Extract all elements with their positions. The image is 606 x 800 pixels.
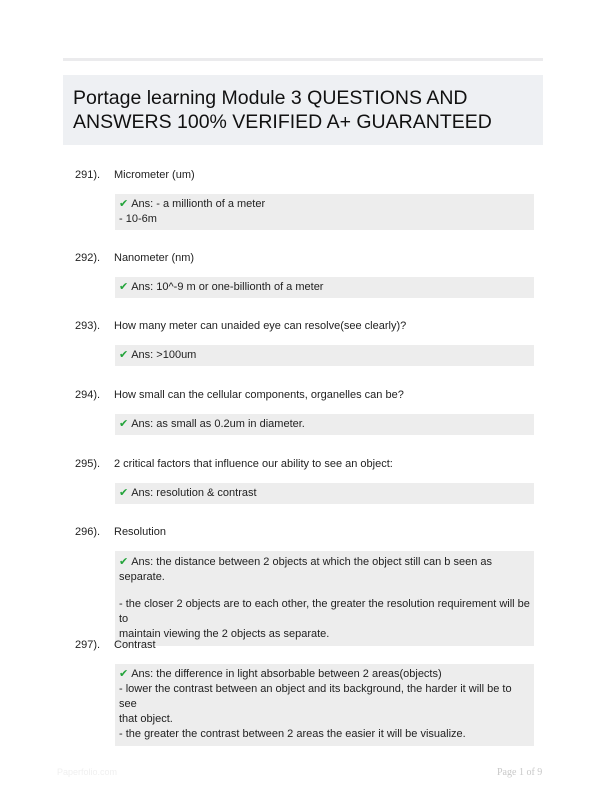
answer-line: Ans: the difference in light absorbable between 2 areas(objects) xyxy=(131,668,442,680)
question-text: 2 critical factors that influence our ability to see an object: xyxy=(114,458,393,470)
answer-box xyxy=(115,664,534,746)
page-indicator: Page 1 of 9 xyxy=(497,767,543,778)
question-number: 291). xyxy=(75,169,101,181)
question-number: 296). xyxy=(75,526,101,538)
question-text: Contrast xyxy=(114,639,156,651)
answer-line: - the greater the contrast between 2 areas the easier it will be visualize. xyxy=(119,728,466,740)
answer-line: - 10-6m xyxy=(119,213,157,225)
question-number: 297). xyxy=(75,639,101,651)
question-text: Nanometer (nm) xyxy=(114,252,195,264)
check-icon: ✔ xyxy=(119,349,129,361)
question-number: 293). xyxy=(75,320,101,332)
check-icon: ✔ xyxy=(119,198,129,210)
question-text: Resolution xyxy=(114,526,166,538)
answer-line: Ans: 10^-9 m or one-billionth of a meter xyxy=(131,281,324,293)
answer-line: - the closer 2 objects are to each other, the greater the resolution requirement will be to xyxy=(119,598,533,625)
answer-line: Ans: >100um xyxy=(131,349,197,361)
answer-line: Ans: resolution & contrast xyxy=(131,487,257,499)
question-number: 294). xyxy=(75,389,101,401)
question-text: How small can the cellular components, organelles can be? xyxy=(114,389,404,401)
question-number: 292). xyxy=(75,252,101,264)
answer-line: Ans: as small as 0.2um in diameter. xyxy=(131,418,305,430)
question-text: Micrometer (um) xyxy=(114,169,195,181)
check-icon: ✔ xyxy=(119,487,129,499)
check-icon: ✔ xyxy=(119,281,129,293)
answer-box xyxy=(115,414,534,435)
check-icon: ✔ xyxy=(119,418,129,430)
check-icon: ✔ xyxy=(119,556,129,568)
answer-box xyxy=(115,345,534,366)
answer-line: that object. xyxy=(119,713,173,725)
check-icon: ✔ xyxy=(119,668,129,680)
answer-box xyxy=(115,551,534,646)
document-title: Portage learning Module 3 QUESTIONS AND ANSWERS 100% VERIFIED A+ GUARANTEED xyxy=(73,87,492,133)
answer-box xyxy=(115,194,534,230)
title-banner xyxy=(63,75,543,145)
question-number: 295). xyxy=(75,458,101,470)
answer-box xyxy=(115,277,534,298)
footer-watermark: Paperfolio.com xyxy=(57,767,118,777)
answer-line: - lower the contrast between an object and its background, the harder it will be to see xyxy=(119,683,515,710)
answer-line: Ans: - a millionth of a meter xyxy=(131,198,266,210)
answer-line: maintain viewing the 2 objects as separate. xyxy=(119,628,330,640)
answer-line: Ans: the distance between 2 objects at which the object still can b seen as separate. xyxy=(119,556,496,583)
top-divider xyxy=(63,58,543,61)
answer-box xyxy=(115,483,534,504)
question-text: How many meter can unaided eye can resolve(see clearly)? xyxy=(114,320,407,332)
